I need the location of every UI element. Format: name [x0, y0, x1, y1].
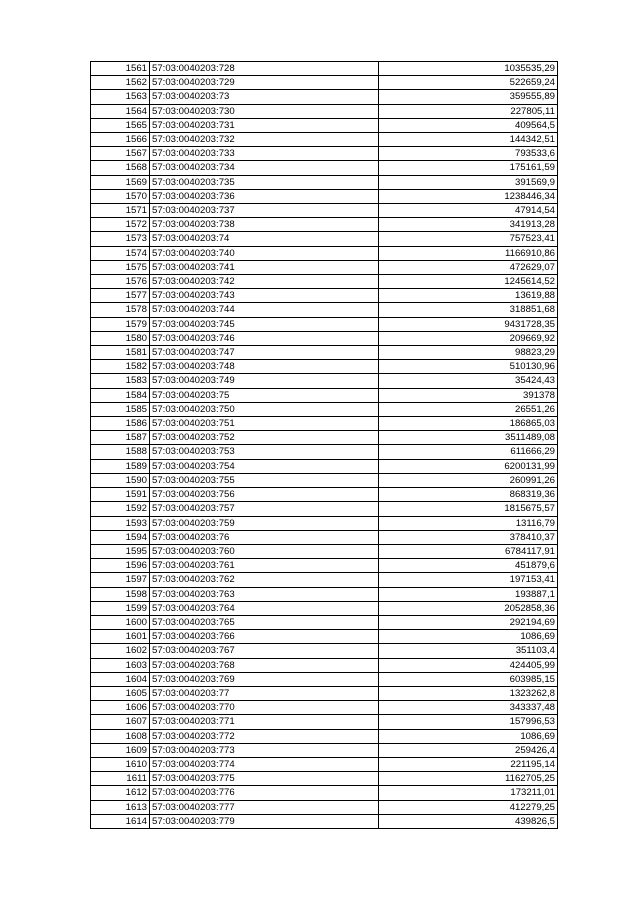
- table-row: [91, 289, 558, 303]
- value-cell: 391569,9: [379, 175, 558, 189]
- table-row: [91, 587, 558, 601]
- value-cell: 6784117,91: [379, 544, 558, 558]
- value-cell: 9431728,35: [379, 317, 558, 331]
- row-number-cell: 1588: [91, 445, 150, 459]
- table-row: [91, 459, 558, 473]
- row-number-cell: 1596: [91, 559, 150, 573]
- row-number-cell: 1612: [91, 786, 150, 800]
- row-number-cell: 1594: [91, 530, 150, 544]
- value-cell: 175161,59: [379, 161, 558, 175]
- table-row: [91, 189, 558, 203]
- row-number-cell: 1576: [91, 275, 150, 289]
- table-row: [91, 601, 558, 615]
- table-row: [91, 800, 558, 814]
- cadastral-number-cell: 57:03:0040203:779: [150, 814, 379, 828]
- row-number-cell: 1579: [91, 317, 150, 331]
- cadastral-number-cell: 57:03:0040203:744: [150, 303, 379, 317]
- table-row: [91, 786, 558, 800]
- cadastral-number-cell: 57:03:0040203:753: [150, 445, 379, 459]
- row-number-cell: 1611: [91, 772, 150, 786]
- value-cell: 1238446,34: [379, 189, 558, 203]
- table-row: [91, 232, 558, 246]
- cadastral-number-cell: 57:03:0040203:774: [150, 757, 379, 771]
- table-row: [91, 644, 558, 658]
- cadastral-number-cell: 57:03:0040203:755: [150, 473, 379, 487]
- table-row: [91, 516, 558, 530]
- cadastral-number-cell: 57:03:0040203:731: [150, 118, 379, 132]
- cadastral-number-cell: 57:03:0040203:772: [150, 729, 379, 743]
- row-number-cell: 1569: [91, 175, 150, 189]
- cadastral-number-cell: 57:03:0040203:751: [150, 417, 379, 431]
- cadastral-number-cell: 57:03:0040203:775: [150, 772, 379, 786]
- row-number-cell: 1565: [91, 118, 150, 132]
- row-number-cell: 1586: [91, 417, 150, 431]
- cadastral-value-table: [90, 61, 558, 829]
- table-row: [91, 275, 558, 289]
- row-number-cell: 1608: [91, 729, 150, 743]
- row-number-cell: 1583: [91, 374, 150, 388]
- cadastral-number-cell: 57:03:0040203:777: [150, 800, 379, 814]
- value-cell: 47914,54: [379, 204, 558, 218]
- value-cell: 186865,03: [379, 417, 558, 431]
- value-cell: 1323262,8: [379, 686, 558, 700]
- row-number-cell: 1573: [91, 232, 150, 246]
- row-number-cell: 1562: [91, 76, 150, 90]
- cadastral-number-cell: 57:03:0040203:749: [150, 374, 379, 388]
- cadastral-number-cell: 57:03:0040203:741: [150, 260, 379, 274]
- row-number-cell: 1614: [91, 814, 150, 828]
- cadastral-number-cell: 57:03:0040203:766: [150, 630, 379, 644]
- cadastral-number-cell: 57:03:0040203:759: [150, 516, 379, 530]
- value-cell: 193887,1: [379, 587, 558, 601]
- row-number-cell: 1600: [91, 615, 150, 629]
- table-row: [91, 445, 558, 459]
- value-cell: 351103,4: [379, 644, 558, 658]
- value-cell: 318851,68: [379, 303, 558, 317]
- row-number-cell: 1591: [91, 488, 150, 502]
- value-cell: 603985,15: [379, 672, 558, 686]
- cadastral-number-cell: 57:03:0040203:737: [150, 204, 379, 218]
- cadastral-number-cell: 57:03:0040203:757: [150, 502, 379, 516]
- value-cell: 341913,28: [379, 218, 558, 232]
- cadastral-number-cell: 57:03:0040203:770: [150, 701, 379, 715]
- row-number-cell: 1605: [91, 686, 150, 700]
- value-cell: 412279,25: [379, 800, 558, 814]
- table-row: [91, 388, 558, 402]
- row-number-cell: 1577: [91, 289, 150, 303]
- table-row: [91, 630, 558, 644]
- cadastral-number-cell: 57:03:0040203:729: [150, 76, 379, 90]
- table-row: [91, 218, 558, 232]
- cadastral-number-cell: 57:03:0040203:754: [150, 459, 379, 473]
- row-number-cell: 1601: [91, 630, 150, 644]
- cadastral-number-cell: 57:03:0040203:76: [150, 530, 379, 544]
- table-row: [91, 743, 558, 757]
- table-row: [91, 530, 558, 544]
- row-number-cell: 1582: [91, 360, 150, 374]
- cadastral-number-cell: 57:03:0040203:736: [150, 189, 379, 203]
- row-number-cell: 1564: [91, 104, 150, 118]
- cadastral-number-cell: 57:03:0040203:735: [150, 175, 379, 189]
- row-number-cell: 1580: [91, 331, 150, 345]
- value-cell: 1162705,25: [379, 772, 558, 786]
- table-row: [91, 346, 558, 360]
- cadastral-number-cell: 57:03:0040203:769: [150, 672, 379, 686]
- table-row: [91, 473, 558, 487]
- value-cell: 292194,69: [379, 615, 558, 629]
- table-row: [91, 62, 558, 76]
- cadastral-number-cell: 57:03:0040203:762: [150, 573, 379, 587]
- row-number-cell: 1574: [91, 246, 150, 260]
- cadastral-number-cell: 57:03:0040203:756: [150, 488, 379, 502]
- table-row: [91, 502, 558, 516]
- row-number-cell: 1610: [91, 757, 150, 771]
- value-cell: 2052858,36: [379, 601, 558, 615]
- table-row: [91, 701, 558, 715]
- table-row: [91, 360, 558, 374]
- row-number-cell: 1592: [91, 502, 150, 516]
- table-row: [91, 488, 558, 502]
- value-cell: 157996,53: [379, 715, 558, 729]
- cadastral-number-cell: 57:03:0040203:75: [150, 388, 379, 402]
- table-row: [91, 402, 558, 416]
- value-cell: 1086,69: [379, 729, 558, 743]
- cadastral-number-cell: 57:03:0040203:747: [150, 346, 379, 360]
- table-row: [91, 686, 558, 700]
- cadastral-number-cell: 57:03:0040203:765: [150, 615, 379, 629]
- cadastral-number-cell: 57:03:0040203:732: [150, 133, 379, 147]
- value-cell: 209669,92: [379, 331, 558, 345]
- cadastral-number-cell: 57:03:0040203:761: [150, 559, 379, 573]
- value-cell: 378410,37: [379, 530, 558, 544]
- cadastral-number-cell: 57:03:0040203:760: [150, 544, 379, 558]
- cadastral-number-cell: 57:03:0040203:764: [150, 601, 379, 615]
- table-row: [91, 76, 558, 90]
- row-number-cell: 1578: [91, 303, 150, 317]
- row-number-cell: 1585: [91, 402, 150, 416]
- value-cell: 26551,26: [379, 402, 558, 416]
- row-number-cell: 1593: [91, 516, 150, 530]
- value-cell: 13116,79: [379, 516, 558, 530]
- cadastral-number-cell: 57:03:0040203:768: [150, 658, 379, 672]
- table-row: [91, 431, 558, 445]
- value-cell: 793533,6: [379, 147, 558, 161]
- table-row: [91, 246, 558, 260]
- cadastral-number-cell: 57:03:0040203:743: [150, 289, 379, 303]
- cadastral-number-cell: 57:03:0040203:767: [150, 644, 379, 658]
- table-row: [91, 814, 558, 828]
- table-row: [91, 175, 558, 189]
- row-number-cell: 1571: [91, 204, 150, 218]
- cadastral-number-cell: 57:03:0040203:77: [150, 686, 379, 700]
- cadastral-number-cell: 57:03:0040203:776: [150, 786, 379, 800]
- table-row: [91, 133, 558, 147]
- row-number-cell: 1581: [91, 346, 150, 360]
- value-cell: 409564,5: [379, 118, 558, 132]
- value-cell: 173211,01: [379, 786, 558, 800]
- row-number-cell: 1606: [91, 701, 150, 715]
- table-row: [91, 317, 558, 331]
- value-cell: 611666,29: [379, 445, 558, 459]
- cadastral-number-cell: 57:03:0040203:728: [150, 62, 379, 76]
- table-row: [91, 729, 558, 743]
- cadastral-number-cell: 57:03:0040203:750: [150, 402, 379, 416]
- table-row: [91, 90, 558, 104]
- cadastral-number-cell: 57:03:0040203:734: [150, 161, 379, 175]
- table-row: [91, 303, 558, 317]
- table-row: [91, 104, 558, 118]
- table-row: [91, 573, 558, 587]
- cadastral-number-cell: 57:03:0040203:74: [150, 232, 379, 246]
- table-row: [91, 757, 558, 771]
- cadastral-number-cell: 57:03:0040203:730: [150, 104, 379, 118]
- row-number-cell: 1607: [91, 715, 150, 729]
- row-number-cell: 1598: [91, 587, 150, 601]
- value-cell: 6200131,99: [379, 459, 558, 473]
- value-cell: 391378: [379, 388, 558, 402]
- cadastral-number-cell: 57:03:0040203:746: [150, 331, 379, 345]
- value-cell: 98823,29: [379, 346, 558, 360]
- cadastral-number-cell: 57:03:0040203:733: [150, 147, 379, 161]
- table-row: [91, 544, 558, 558]
- table-row: [91, 204, 558, 218]
- cadastral-number-cell: 57:03:0040203:773: [150, 743, 379, 757]
- cadastral-number-cell: 57:03:0040203:763: [150, 587, 379, 601]
- row-number-cell: 1566: [91, 133, 150, 147]
- row-number-cell: 1567: [91, 147, 150, 161]
- value-cell: 35424,43: [379, 374, 558, 388]
- value-cell: 522659,24: [379, 76, 558, 90]
- value-cell: 227805,11: [379, 104, 558, 118]
- cadastral-number-cell: 57:03:0040203:745: [150, 317, 379, 331]
- table-row: [91, 615, 558, 629]
- value-cell: 439826,5: [379, 814, 558, 828]
- row-number-cell: 1609: [91, 743, 150, 757]
- value-cell: 144342,51: [379, 133, 558, 147]
- row-number-cell: 1587: [91, 431, 150, 445]
- cadastral-number-cell: 57:03:0040203:771: [150, 715, 379, 729]
- row-number-cell: 1599: [91, 601, 150, 615]
- row-number-cell: 1584: [91, 388, 150, 402]
- value-cell: 1815675,57: [379, 502, 558, 516]
- table-row: [91, 772, 558, 786]
- row-number-cell: 1589: [91, 459, 150, 473]
- table-row: [91, 260, 558, 274]
- value-cell: 13619,88: [379, 289, 558, 303]
- value-cell: 510130,96: [379, 360, 558, 374]
- row-number-cell: 1563: [91, 90, 150, 104]
- table-row: [91, 672, 558, 686]
- value-cell: 424405,99: [379, 658, 558, 672]
- row-number-cell: 1570: [91, 189, 150, 203]
- row-number-cell: 1568: [91, 161, 150, 175]
- cadastral-number-cell: 57:03:0040203:748: [150, 360, 379, 374]
- table-body: [91, 62, 558, 829]
- value-cell: 1086,69: [379, 630, 558, 644]
- cadastral-number-cell: 57:03:0040203:740: [150, 246, 379, 260]
- value-cell: 1245614,52: [379, 275, 558, 289]
- table-row: [91, 374, 558, 388]
- value-cell: 259426,4: [379, 743, 558, 757]
- value-cell: 260991,26: [379, 473, 558, 487]
- table-row: [91, 118, 558, 132]
- row-number-cell: 1572: [91, 218, 150, 232]
- row-number-cell: 1595: [91, 544, 150, 558]
- cadastral-number-cell: 57:03:0040203:73: [150, 90, 379, 104]
- value-cell: 3511489,08: [379, 431, 558, 445]
- row-number-cell: 1602: [91, 644, 150, 658]
- value-cell: 868319,36: [379, 488, 558, 502]
- table-row: [91, 559, 558, 573]
- table-row: [91, 658, 558, 672]
- table-row: [91, 715, 558, 729]
- table-row: [91, 161, 558, 175]
- value-cell: 221195,14: [379, 757, 558, 771]
- row-number-cell: 1604: [91, 672, 150, 686]
- cadastral-number-cell: 57:03:0040203:738: [150, 218, 379, 232]
- table-row: [91, 417, 558, 431]
- row-number-cell: 1613: [91, 800, 150, 814]
- value-cell: 472629,07: [379, 260, 558, 274]
- cadastral-number-cell: 57:03:0040203:752: [150, 431, 379, 445]
- value-cell: 451879,6: [379, 559, 558, 573]
- value-cell: 1035535,29: [379, 62, 558, 76]
- value-cell: 197153,41: [379, 573, 558, 587]
- value-cell: 1166910,86: [379, 246, 558, 260]
- row-number-cell: 1575: [91, 260, 150, 274]
- row-number-cell: 1603: [91, 658, 150, 672]
- cadastral-number-cell: 57:03:0040203:742: [150, 275, 379, 289]
- value-cell: 359555,89: [379, 90, 558, 104]
- row-number-cell: 1561: [91, 62, 150, 76]
- value-cell: 757523,41: [379, 232, 558, 246]
- row-number-cell: 1597: [91, 573, 150, 587]
- table-row: [91, 331, 558, 345]
- table-row: [91, 147, 558, 161]
- row-number-cell: 1590: [91, 473, 150, 487]
- value-cell: 343337,48: [379, 701, 558, 715]
